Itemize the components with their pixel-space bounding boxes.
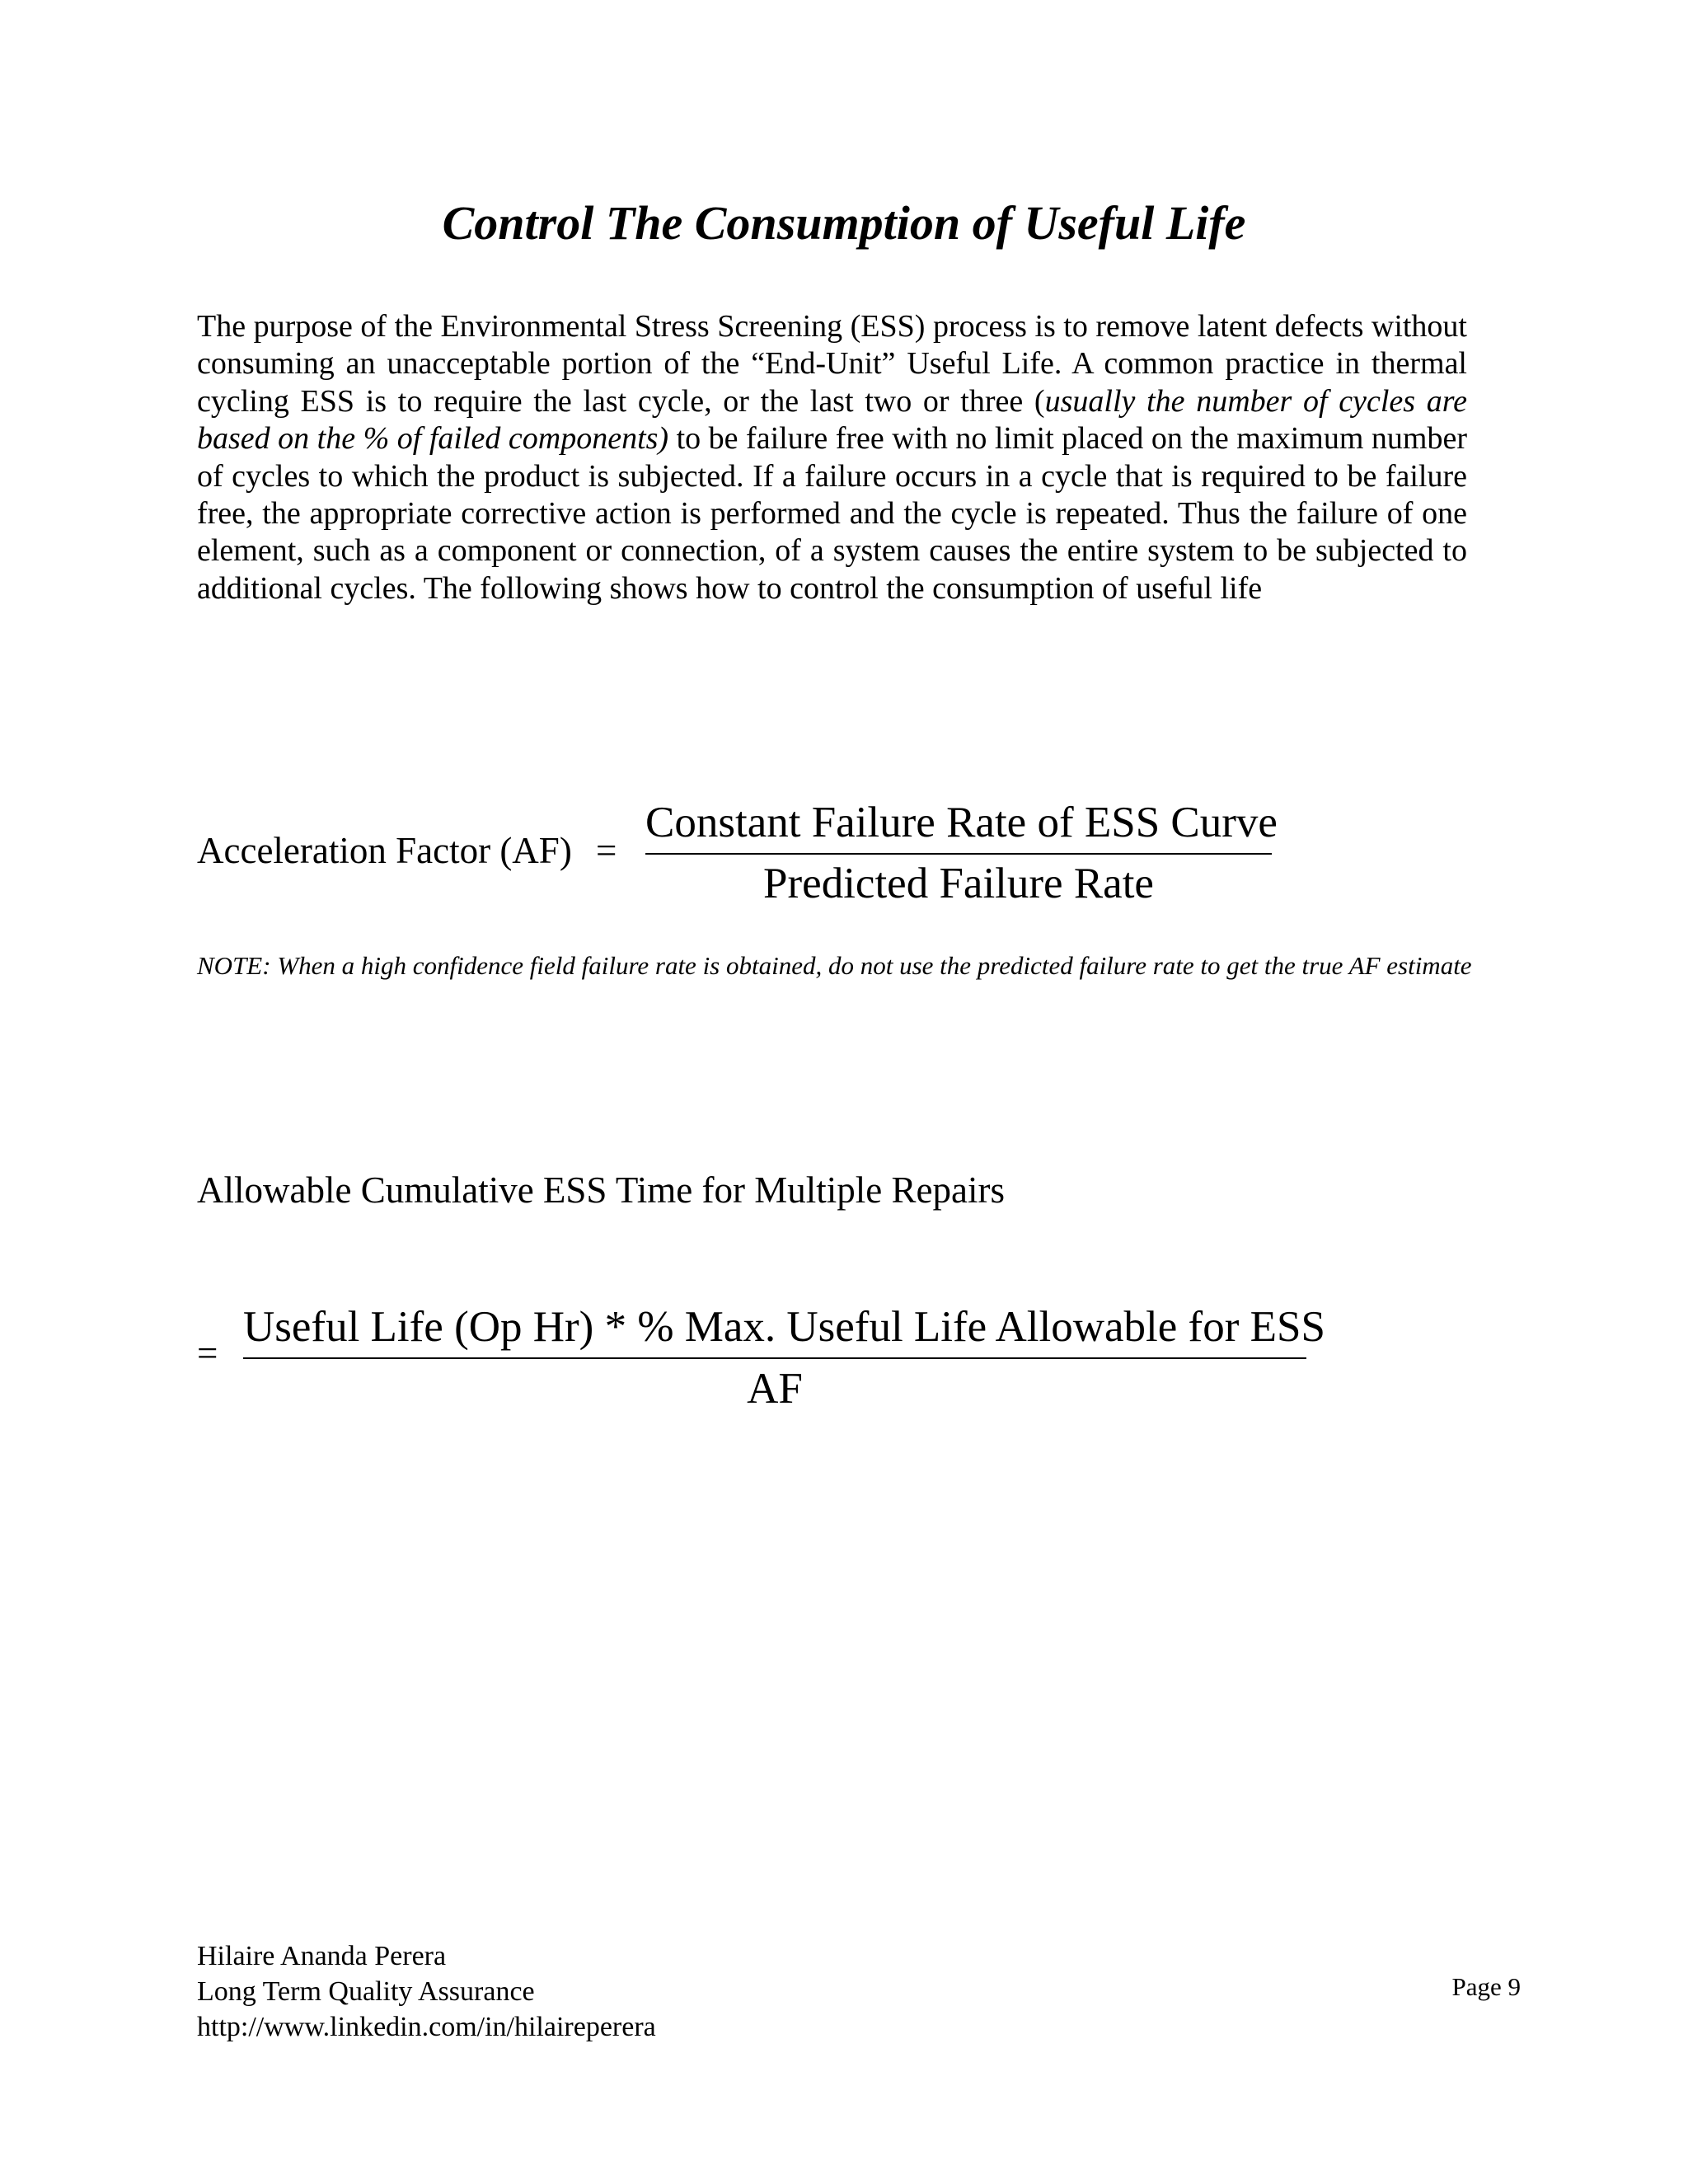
ess-denominator: AF (747, 1365, 803, 1413)
ess-fraction-bar (243, 1357, 1306, 1359)
page-number: Page 9 (1451, 1972, 1521, 2001)
af-numerator: Constant Failure Rate of ESS Curve (645, 799, 1278, 846)
af-formula-label: Acceleration Factor (AF) (197, 830, 572, 871)
af-denominator: Predicted Failure Rate (763, 860, 1154, 907)
af-equals-sign: = (596, 830, 617, 871)
footer-author: Hilaire Ananda Perera (197, 1941, 447, 1971)
intro-text-part1: The purpose of the Environmental Stress Screening (ESS) process is to remove latent defects without consuming an unacceptable portion of the “End-Unit” Useful Life. A common practice in thermal cycling ESS is to require the last cycle, or the last two or three ( (197, 309, 1467, 419)
ess-equals-sign: = (197, 1333, 218, 1374)
af-fraction-bar (645, 853, 1272, 855)
intro-text-part2: to be failure free with no limit placed on the maximum number of cycles to which the product is subjected. If a failure occurs in a cycle that is required to be failure free, the appropriate corrective action is performed and the cycle is repeated. Thus the failure of one element, such as a component or connection, of a system causes the entire system to be subjected to additional cycles. The following shows how to control the consumption of useful life (197, 421, 1467, 606)
footer (197, 1938, 656, 2045)
note-text: NOTE: When a high confidence field failure rate is obtained, do not use the predicted failure rate to get the true AF estimate (197, 951, 1472, 980)
intro-text-italic: usually the number of cycles are based on the % of failed components) (197, 383, 1467, 457)
footer-subtitle: Long Term Quality Assurance (197, 1976, 535, 2007)
ess-numerator: Useful Life (Op Hr) * % Max. Useful Life Allowable for ESS (243, 1303, 1325, 1351)
footer-url[interactable]: http://www.linkedin.com/in/hilaireperera (197, 2012, 656, 2042)
intro-paragraph (197, 308, 1467, 607)
ess-section-heading: Allowable Cumulative ESS Time for Multiple Repairs (197, 1169, 1005, 1211)
page-title: Control The Consumption of Useful Life (442, 196, 1246, 250)
